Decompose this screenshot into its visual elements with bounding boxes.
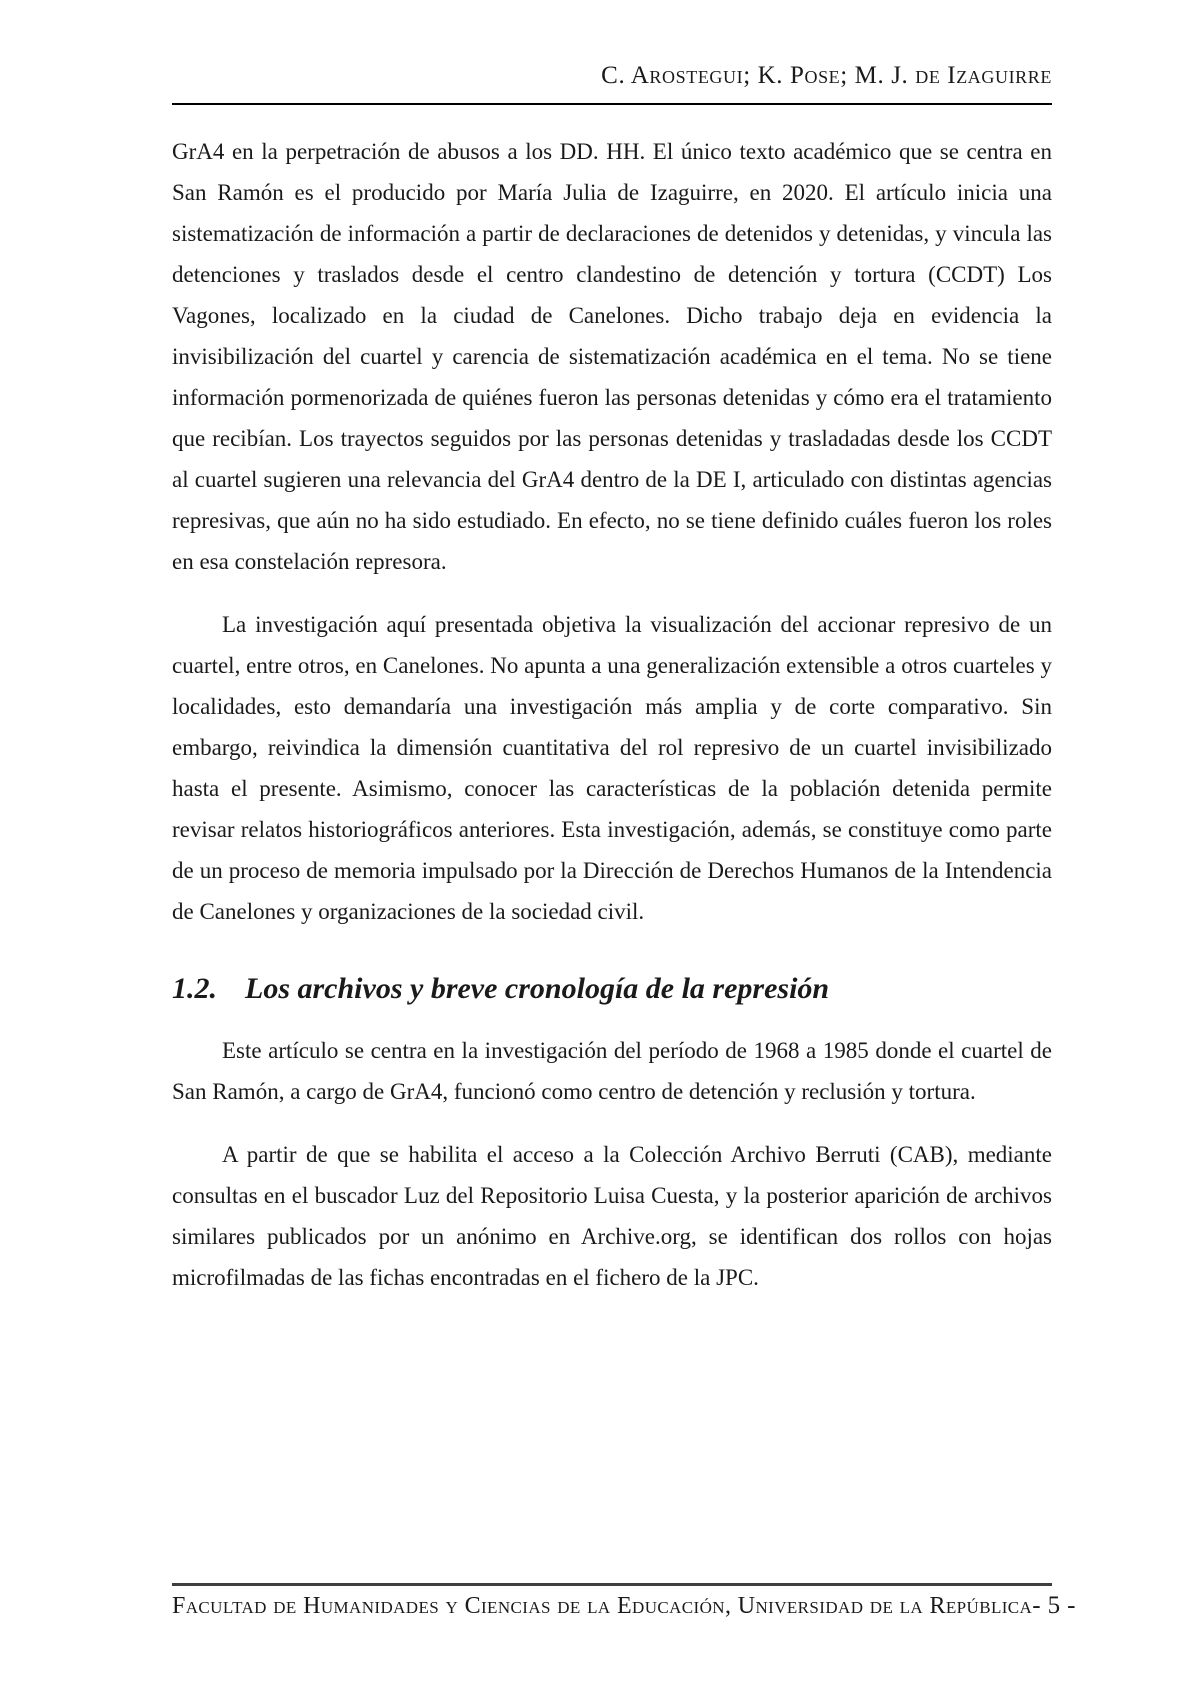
header-rule: [172, 103, 1052, 105]
page-header: [172, 0, 1052, 105]
body-paragraph: A partir de que se habilita el acceso a la Colección Archivo Berruti (CAB), mediante consultas en el buscador Luz del Repositorio Luisa Cuesta, y la posterior aparición de archivos similares publicados por un anónimo en Archive.org, se identifican dos rollos con hojas microfilmadas de las fichas encontradas en el fichero de la JPC.: [172, 1142, 1052, 1290]
body-paragraph: GrA4 en la perpetración de abusos a los DD. HH. El único texto académico que se centra en San Ramón es el producido por María Julia de Izaguirre, en 2020. El artículo inicia una sistematización de información a partir de declaraciones de detenidos y detenidas, y vincula las detenciones y traslados desde el centro clandestino de detención y tortura (CCDT) Los Vagones, localizado en la ciudad de Canelones. Dicho trabajo deja en evidencia la invisibilización del cuartel y carencia de sistematización académica en el tema. No se tiene información pormenorizada de quiénes fueron las personas detenidas y cómo era el tratamiento que recibían. Los trayectos seguidos por las personas detenidas y trasladadas desde los CCDT al cuartel sugieren una relevancia del GrA4 dentro de la DE I, articulado con distintas agencias represivas, que aún no ha sido estudiado. En efecto, no se tiene definido cuáles fueron los roles en esa constelación represora.: [172, 139, 1052, 574]
section-heading-title: Los archivos y breve cronología de la represión: [245, 972, 830, 1005]
page-number: - 5 -: [1032, 1592, 1076, 1619]
running-head-authors: C. Arostegui; K. Pose; M. J. de Izaguirre: [601, 62, 1052, 89]
page-body: [172, 131, 1052, 1320]
section-heading: [172, 968, 1052, 1010]
body-paragraph: La investigación aquí presentada objetiva la visualización del accionar represivo de un cuartel, entre otros, en Canelones. No apunta a una generalización extensible a otros cuarteles y localidades, esto demandaría una investigación más amplia y de corte comparativo. Sin embargo, reivindica la dimensión cuantitativa del rol represivo de un cuartel invisibilizado hasta el presente. Asimismo, conocer las características de la población detenida permite revisar relatos historiográficos anteriores. Esta investigación, además, se constituye como parte de un proceso de memoria impulsado por la Dirección de Derechos Humanos de la Intendencia de Canelones y organizaciones de la sociedad civil.: [172, 612, 1052, 924]
page-footer: [172, 1583, 1076, 1620]
body-paragraph: Este artículo se centra en la investigación del período de 1968 a 1985 donde el cuartel de San Ramón, a cargo de GrA4, funcionó como centro de detención y reclusión y tortura.: [172, 1038, 1052, 1104]
footer-institution: Facultad de Humanidades y Ciencias de la Educación, Universidad de la República: [172, 1593, 1033, 1619]
section-heading-number: 1.2.: [172, 972, 217, 1005]
footer-line: [172, 1592, 1076, 1620]
